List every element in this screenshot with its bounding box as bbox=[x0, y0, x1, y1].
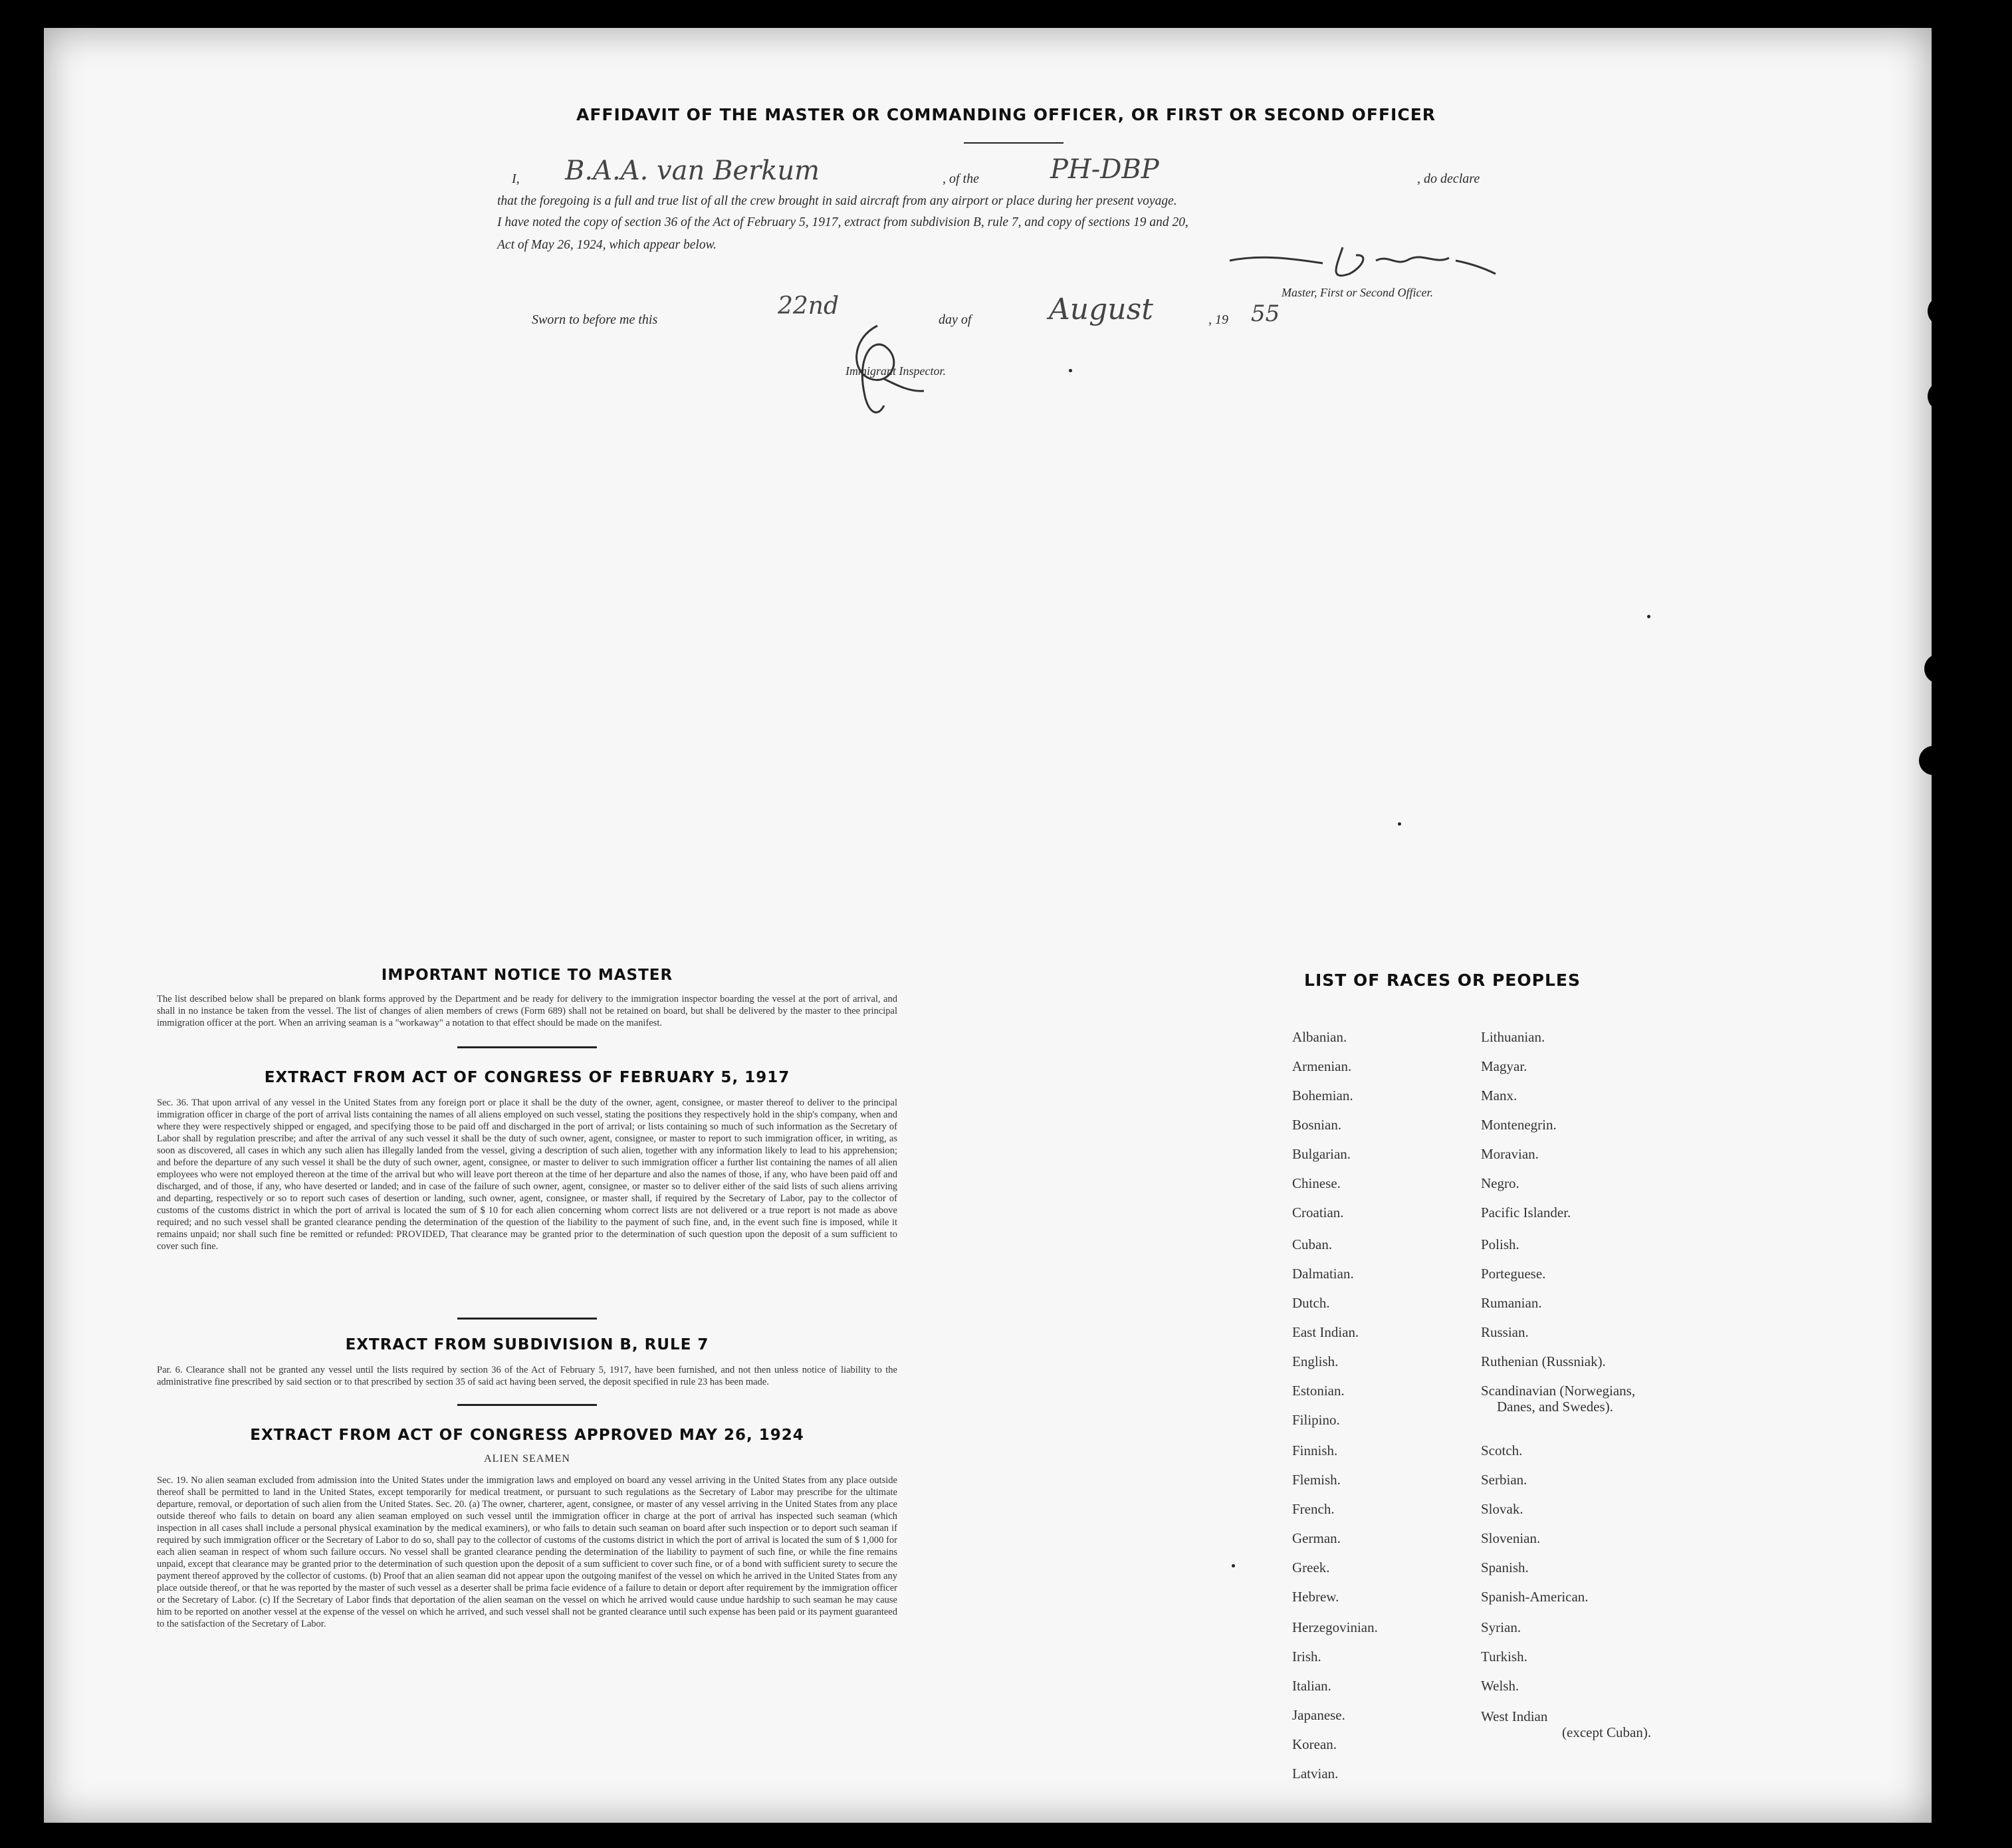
race-item: Korean. bbox=[1292, 1736, 1337, 1752]
race-item: Pacific Islander. bbox=[1481, 1205, 1571, 1220]
month-handwritten: August bbox=[1049, 292, 1153, 326]
race-item: Estonian. bbox=[1292, 1383, 1345, 1399]
year-prefix: , 19 bbox=[1208, 312, 1228, 327]
ink-speck bbox=[1069, 369, 1072, 372]
race-item: Cuban. bbox=[1292, 1236, 1333, 1252]
race-item: Finnish. bbox=[1292, 1443, 1338, 1458]
race-item: Croatian. bbox=[1292, 1205, 1344, 1220]
race-item: Spanish. bbox=[1481, 1559, 1529, 1575]
punch-hole bbox=[1924, 654, 1954, 683]
race-item: Turkish. bbox=[1481, 1649, 1527, 1665]
race-item: Syrian. bbox=[1481, 1619, 1521, 1635]
race-item: Welsh. bbox=[1481, 1678, 1519, 1694]
punch-hole bbox=[1948, 1243, 1977, 1272]
affidavit-title: AFFIDAVIT OF THE MASTER OR COMMANDING OFFICER, OR FIRST OR SECOND OFFICER bbox=[576, 105, 1436, 124]
act-1924-title: EXTRACT FROM ACT OF CONGRESS APPROVED MAY 26, 1924 bbox=[250, 1427, 804, 1444]
master-signature bbox=[1223, 241, 1502, 287]
race-item: Flemish. bbox=[1292, 1472, 1341, 1488]
race-item: Italian. bbox=[1292, 1678, 1331, 1694]
race-item: Bosnian. bbox=[1292, 1117, 1342, 1133]
declaration-body-2: I have noted the copy of section 36 of the Act of February 5, 1917, extract from subdivision B, rule 7, and copy of sections 19 and 20, bbox=[497, 215, 1188, 229]
race-item: English. bbox=[1292, 1353, 1339, 1369]
race-item: Bulgarian. bbox=[1292, 1146, 1351, 1162]
race-item: Scotch. bbox=[1481, 1443, 1523, 1458]
race-item: Bohemian. bbox=[1292, 1088, 1353, 1103]
race-item: Chinese. bbox=[1292, 1175, 1341, 1191]
race-item: West Indian bbox=[1481, 1708, 1548, 1724]
races-title: LIST OF RACES OR PEOPLES bbox=[1304, 971, 1581, 990]
race-item: Irish. bbox=[1292, 1649, 1321, 1665]
race-item: Montenegrin. bbox=[1481, 1117, 1557, 1133]
race-item: Slovenian. bbox=[1481, 1530, 1541, 1546]
aircraft-handwritten: PH-DBP bbox=[1050, 154, 1159, 185]
ink-speck bbox=[1398, 822, 1401, 826]
race-item: Albanian. bbox=[1292, 1029, 1347, 1045]
sworn-label: Sworn to before me this bbox=[532, 312, 658, 327]
act-1917-title: EXTRACT FROM ACT OF CONGRESS OF FEBRUARY 5, 1917 bbox=[264, 1069, 790, 1086]
title-divider bbox=[964, 142, 1063, 144]
race-item: German. bbox=[1292, 1530, 1341, 1546]
race-item: Magyar. bbox=[1481, 1058, 1527, 1074]
of-the-label: , of the bbox=[943, 172, 979, 186]
ink-speck bbox=[1647, 615, 1650, 618]
do-declare-label: , do declare bbox=[1417, 172, 1480, 186]
race-item: Scandinavian (Norwegians, bbox=[1481, 1383, 1636, 1399]
declaration-body-1: that the foregoing is a full and true list of all the crew brought in said aircraft from any airport or place during her present voyage. bbox=[497, 194, 1177, 208]
inspector-caption: Immigrant Inspector. bbox=[845, 364, 946, 378]
punch-hole bbox=[1919, 746, 1948, 775]
race-item: Porteguese. bbox=[1481, 1266, 1546, 1282]
signature-caption: Master, First or Second Officer. bbox=[1282, 286, 1433, 299]
master-name-handwritten: B.A.A. van Berkum bbox=[565, 156, 820, 186]
day-of-label: day of bbox=[939, 312, 972, 327]
race-item: French. bbox=[1292, 1501, 1335, 1517]
punch-hole bbox=[1928, 382, 1957, 411]
act-1924-text: Sec. 19. No alien seaman excluded from admission into the United States under the immigration laws and employed on board any vessel arriving in the United States from any place outside thereof shall be permitted to land in the United States, except temporarily for medical treatment, or pursuant to such regulations as the Secretary of Labor may prescribe for the ultimate departure, removal, or deportation of such alien from the United States. Sec. 20. (a) The owner, charterer, agent, consignee, or master of any vessel arriving in the United States from any place outside thereof who fails to detain on board any alien seaman employed on such vessel until the immigration officer in charge at the port of arrival has inspected such seaman (which inspection in all cases shall include a personal physical examination by the medical examiners), or who fails to detain such seaman on board after such inspection or to deport such seaman if required by such immigration officer or the Secretary of Labor to do so, shall pay to the collector of customs of the customs district in which the port of arrival is located the sum of $ 1,000 for each alien seaman in respect of whom such failure occurs. No vessel shall be granted clearance pending the determination of the liability to payment of such fine, or while the fine remains unpaid, except that clearance may be granted prior to the determination of such question upon the deposit of a sum sufficient to cover such fine, or of a bond with sufficient surety to secure the payment thereof approved by the collector of customs. (b) Proof that an alien seaman did not appear upon the outgoing manifest of the vessel on which he arrived in the United States from any place outside thereof, or that he was reported by the master of such vessel as a deserter shall be prima facie evidence of a failure to detain or deport after requirement by the immigration officer or the Secretary of Labor. (c) If the Secretary of Labor finds that deportation of the alien seaman on the vessel on which he arrived would cause undue hardship to such seaman he may cause him to be reported on another vessel at the expense of the vessel on which he arrived, and such vessel shall not be granted clearance until such expense has been paid or its payment guaranteed to the satisfaction of the Secretary of Labor. bbox=[157, 1475, 897, 1629]
race-item: Greek. bbox=[1292, 1559, 1330, 1575]
section-divider bbox=[457, 1404, 597, 1406]
race-item: East Indian. bbox=[1292, 1324, 1359, 1340]
race-item-continuation: Danes, and Swedes). bbox=[1497, 1399, 1613, 1415]
race-item: Armenian. bbox=[1292, 1058, 1352, 1074]
race-item: Negro. bbox=[1481, 1175, 1519, 1191]
day-handwritten: 22nd bbox=[778, 292, 839, 320]
act-1917-text: Sec. 36. That upon arrival of any vessel in the United States from any foreign port or place it shall be the duty of the owner, agent, consignee, or master thereof to deliver to the principal immigration officer in charge of the port of arrival lists containing the names of all aliens employed on such vessel, stating the positions they respectively hold in the ship's company, when and where they were respectively shipped or engaged, and specifying those to be paid off and discharged in the port of arrival; or lists containing so much of such information as the Secretary of Labor shall by regulation prescribe; and after the arrival of any such vessel it shall be the duty of such owner, agent, consignee, or master to report to such immigration officer, in writing, as soon as discovered, all cases in which any such alien has illegally landed from the vessel, giving a description of such alien, together with any information likely to lead to his apprehension; and before the departure of any such vessel it shall be the duty of such owner, agent, consignee, or master to deliver to such immigration officer a further list containing the names of all alien employees who were not employed thereon at the time of the arrival but who will leave port thereon at the time of her departure and also the names of those, if any, who have been paid off and discharged, and of those, if any, who have deserted or landed; and in case of the failure of such owner, agent, consignee, or master so to deliver either of the said lists of such aliens arriving and departing, respectively or so to report such cases of desertion or landing, such owner, agent, consignee, or master shall, if required by the Secretary of Labor, pay to the collector of customs of the customs district in which the port of arrival is located the sum of $ 10 for each alien concerning whom correct lists are not delivered or a true report is not made as above required; and no such vessel shall be granted clearance pending the determination of the question of the liability to the payment of such fine, and, in the event such fine is imposed, while it remains unpaid; nor shall such fine be remitted or refunded: PROVIDED, That clearance may be granted prior to the determination of such question upon the deposit of a sum sufficient to cover such fine. bbox=[157, 1097, 897, 1252]
ink-speck bbox=[1232, 1564, 1235, 1567]
race-item: Rumanian. bbox=[1481, 1295, 1542, 1311]
race-item: Manx. bbox=[1481, 1088, 1517, 1103]
race-item: Filipino. bbox=[1292, 1412, 1340, 1428]
declaration-prefix: I, bbox=[512, 172, 520, 186]
race-item: Dalmatian. bbox=[1292, 1266, 1354, 1282]
punch-hole bbox=[1928, 296, 1957, 326]
rule-7-title: EXTRACT FROM SUBDIVISION B, RULE 7 bbox=[345, 1336, 709, 1353]
rule-7-text: Par. 6. Clearance shall not be granted any vessel until the lists required by section 36 of the Act of February 5, 1917, have been furnished, and not then unless notice of liability to the administrative fine prescribed by said section or to that prescribed by section 35 of said act having been served, the deposit specified in rule 23 has been made. bbox=[157, 1365, 897, 1387]
punch-hole bbox=[1946, 1682, 1975, 1711]
race-item: Latvian. bbox=[1292, 1766, 1339, 1782]
race-item-continuation: (except Cuban). bbox=[1562, 1724, 1652, 1740]
notice-title: IMPORTANT NOTICE TO MASTER bbox=[381, 967, 673, 984]
race-item: Russian. bbox=[1481, 1324, 1529, 1340]
race-item: Moravian. bbox=[1481, 1146, 1539, 1162]
race-item: Dutch. bbox=[1292, 1295, 1330, 1311]
race-item: Spanish-American. bbox=[1481, 1589, 1589, 1605]
race-item: Serbian. bbox=[1481, 1472, 1527, 1488]
punch-hole bbox=[1948, 1337, 1977, 1367]
race-item: Hebrew. bbox=[1292, 1589, 1339, 1605]
race-item: Lithuanian. bbox=[1481, 1029, 1545, 1045]
punch-hole bbox=[1946, 1594, 1975, 1623]
race-item: Japanese. bbox=[1292, 1707, 1345, 1723]
race-item: Ruthenian (Russniak). bbox=[1481, 1353, 1606, 1369]
section-divider bbox=[457, 1046, 597, 1048]
act-1924-subtitle: ALIEN SEAMEN bbox=[484, 1453, 570, 1464]
year-handwritten: 55 bbox=[1251, 300, 1280, 327]
notice-text: The list described below shall be prepared on blank forms approved by the Department and be ready for delivery to the immigration inspector boarding the vessel at the port of arrival, and shall in no instance be taken from the vessel. The list of changes of alien members of crews (Form 689) shall not be retained on board, but shall be delivered by the master to thee principal immigration officer at the port. When an arriving seaman is a "workaway" a notation to that effect should be made on the manifest. bbox=[157, 994, 897, 1028]
declaration-body-3: Act of May 26, 1924, which appear below. bbox=[497, 238, 717, 252]
race-item: Polish. bbox=[1481, 1236, 1519, 1252]
section-divider bbox=[457, 1318, 597, 1320]
race-item: Herzegovinian. bbox=[1292, 1619, 1378, 1635]
race-item: Slovak. bbox=[1481, 1501, 1523, 1517]
